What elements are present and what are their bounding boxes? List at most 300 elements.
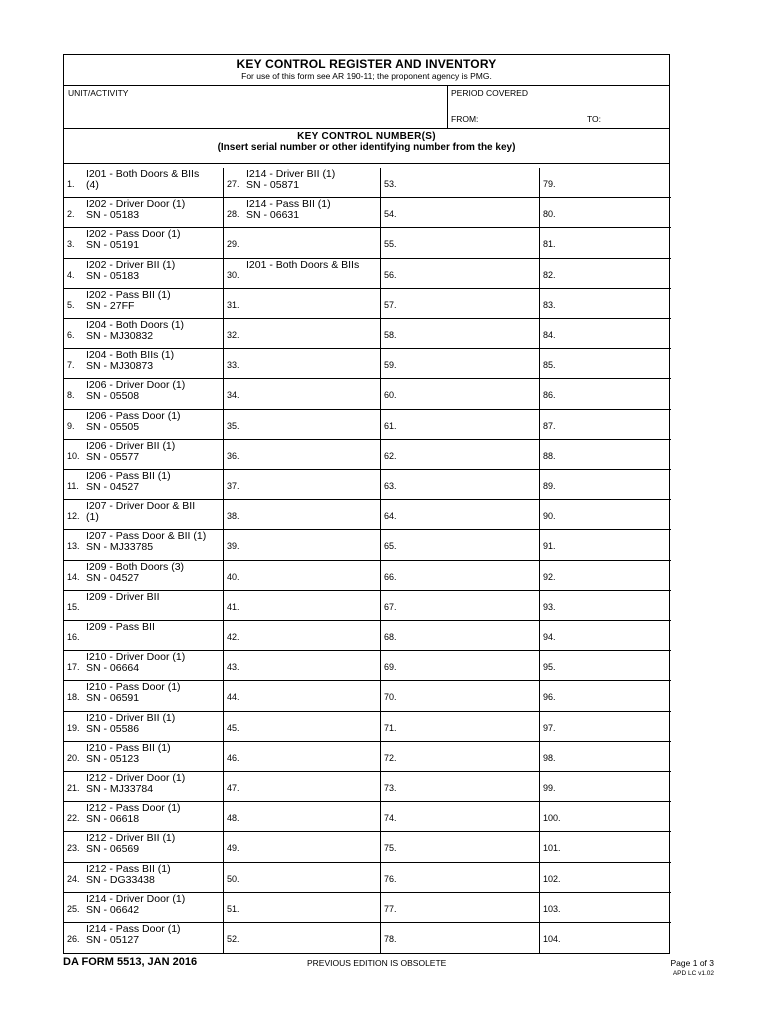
entry-number: 57. (384, 299, 397, 310)
entry-number: 73. (384, 783, 397, 793)
key-entry-cell[interactable] (381, 259, 540, 289)
entry-number: 30. (227, 269, 240, 280)
key-entry-cell[interactable] (381, 470, 540, 500)
to-label: TO: (587, 114, 602, 124)
entry-number: 90. (543, 511, 556, 522)
key-entry-cell[interactable] (540, 319, 671, 349)
entry-number: 74. (384, 813, 397, 824)
entry-number: 23. (67, 843, 80, 854)
entry-number: 66. (384, 571, 397, 582)
key-entry-cell[interactable] (381, 228, 540, 258)
key-entry-cell[interactable] (381, 500, 540, 530)
entry-line1: I202 - Pass BII (1) (86, 288, 171, 301)
key-entry-cell[interactable] (381, 923, 540, 953)
key-entry-cell[interactable] (540, 440, 671, 470)
key-entry-cell[interactable] (224, 379, 381, 409)
entry-text (86, 773, 185, 795)
key-entry-cell[interactable] (64, 681, 224, 711)
entry-text (86, 924, 181, 946)
previous-edition-note: PREVIOUS EDITION IS OBSOLETE (307, 958, 447, 968)
entry-text (86, 441, 175, 463)
key-entry-cell[interactable] (381, 198, 540, 228)
entry-line2: SN - 06569 (86, 843, 140, 856)
entry-line2: SN - MJ33785 (86, 541, 154, 554)
entry-number: 49. (227, 843, 240, 854)
entry-line1: I209 - Both Doors (3) (86, 560, 185, 573)
entry-line2: (1) (86, 511, 99, 524)
key-entry-cell[interactable] (64, 470, 224, 500)
key-entry-cell[interactable] (381, 832, 540, 862)
form-number: DA FORM 5513, JAN 2016 (63, 956, 198, 968)
key-entry-cell[interactable] (224, 168, 381, 198)
entry-number: 7. (67, 360, 75, 371)
entry-line1: I207 - Driver Door & BII (86, 500, 196, 513)
entry-number: 9. (67, 420, 75, 431)
key-entry-cell[interactable] (381, 893, 540, 923)
key-entry-cell[interactable] (540, 621, 671, 651)
entry-number: 96. (543, 692, 556, 703)
entry-number: 72. (384, 752, 397, 763)
form-title: KEY CONTROL REGISTER AND INVENTORY (236, 57, 497, 71)
key-entry-cell[interactable] (64, 621, 224, 651)
key-entry-cell[interactable] (540, 772, 671, 802)
key-entry-cell[interactable] (381, 681, 540, 711)
entry-number: 1. (67, 179, 75, 189)
entry-line1: I209 - Driver BII (86, 590, 160, 603)
entry-number: 51. (227, 903, 240, 914)
key-entry-cell[interactable] (64, 893, 224, 923)
key-entry-cell[interactable] (540, 681, 671, 711)
entry-line2: SN - 06664 (86, 662, 140, 675)
entry-number: 28. (227, 209, 240, 220)
entry-line1: I206 - Driver Door (1) (86, 379, 186, 392)
entry-line1: I207 - Pass Door & BII (1) (86, 530, 207, 543)
key-entry-cell[interactable] (540, 832, 671, 862)
entry-number: 14. (67, 571, 80, 582)
key-entry-cell[interactable] (540, 712, 671, 742)
entry-number: 10. (67, 450, 80, 461)
key-entry-cell[interactable] (224, 561, 381, 591)
key-entry-cell[interactable] (64, 530, 224, 560)
entry-number: 4. (67, 269, 75, 280)
entry-line2: SN - 04527 (86, 481, 140, 493)
key-entry-cell[interactable] (64, 591, 224, 621)
entry-number: 81. (543, 239, 556, 250)
entry-line2: SN - 05505 (86, 420, 140, 433)
entry-number: 3. (67, 239, 75, 250)
entry-text (86, 229, 181, 251)
from-label: FROM: (451, 114, 479, 124)
key-entry-cell[interactable] (540, 530, 671, 560)
key-entry-cell[interactable] (540, 349, 671, 379)
entry-text (86, 743, 171, 765)
key-entry-cell[interactable] (224, 289, 381, 319)
key-entry-cell[interactable] (64, 500, 224, 530)
entry-number: 42. (227, 632, 240, 642)
key-entry-cell[interactable] (224, 349, 381, 379)
entry-number: 85. (543, 360, 556, 371)
entry-number: 99. (543, 783, 556, 793)
entry-number: 34. (227, 390, 240, 401)
entry-text (86, 411, 181, 433)
key-entry-cell[interactable] (224, 802, 381, 832)
key-entry-cell[interactable] (381, 379, 540, 409)
entry-number: 40. (227, 571, 240, 582)
entry-number: 20. (67, 752, 80, 763)
entry-text (86, 652, 185, 674)
entry-number: 18. (67, 692, 80, 703)
key-entry-cell[interactable] (64, 289, 224, 319)
key-entry-cell[interactable] (64, 832, 224, 862)
key-entry-cell[interactable] (64, 561, 224, 591)
entry-number: 38. (227, 511, 240, 522)
key-control-header (64, 128, 669, 164)
entry-number: 29. (227, 239, 240, 250)
key-entry-cell[interactable] (381, 621, 540, 651)
entry-line2: SN - 06642 (86, 903, 140, 916)
entry-number: 77. (384, 903, 397, 914)
key-entry-cell[interactable] (381, 561, 540, 591)
key-entry-cell[interactable] (224, 410, 381, 440)
entry-number: 93. (543, 601, 556, 612)
key-entry-cell[interactable] (64, 168, 224, 198)
key-entry-cell[interactable] (381, 168, 540, 198)
entry-number: 67. (384, 601, 397, 612)
entry-text (86, 471, 171, 493)
entry-line1: I210 - Pass BII (1) (86, 741, 171, 754)
entry-number: 83. (543, 299, 556, 310)
key-entry-cell[interactable] (540, 470, 671, 500)
entry-number: 35. (227, 420, 240, 431)
entry-line1: I206 - Pass BII (1) (86, 470, 171, 482)
entry-line2: (4) (86, 179, 99, 191)
key-entry-cell[interactable] (64, 863, 224, 893)
key-entry-cell[interactable] (64, 198, 224, 228)
entry-number: 8. (67, 390, 75, 401)
entry-line1: I202 - Driver Door (1) (86, 198, 186, 211)
entry-number: 98. (543, 752, 556, 763)
entry-line1: I202 - Pass Door (1) (86, 228, 181, 241)
key-entry-cell[interactable] (381, 319, 540, 349)
entry-number: 31. (227, 299, 240, 310)
entry-number: 103. (543, 903, 561, 914)
entry-number: 36. (227, 450, 240, 461)
key-entry-cell[interactable] (540, 802, 671, 832)
entry-number: 60. (384, 390, 397, 401)
key-entry-cell[interactable] (540, 379, 671, 409)
period-covered-label: PERIOD COVERED (451, 88, 528, 98)
entry-line2: SN - 05577 (86, 450, 140, 463)
key-entry-cell[interactable] (381, 802, 540, 832)
entry-number: 13. (67, 541, 80, 552)
entry-line1: I204 - Both Doors (1) (86, 319, 185, 331)
key-entry-cell[interactable] (64, 349, 224, 379)
entry-line1: I201 - Both Doors & BIIs (246, 258, 360, 271)
key-entry-cell[interactable] (540, 561, 671, 591)
entry-number: 92. (543, 571, 556, 582)
key-entries-grid (64, 168, 669, 954)
entry-text (86, 501, 195, 523)
entry-number: 87. (543, 420, 556, 431)
entry-number: 12. (67, 511, 80, 522)
entry-text (86, 833, 175, 855)
entry-line1: I212 - Driver Door (1) (86, 772, 186, 784)
entry-text (86, 864, 171, 886)
key-entry-cell[interactable] (64, 379, 224, 409)
entry-line2: SN - 04527 (86, 571, 140, 584)
key-entry-cell[interactable] (540, 893, 671, 923)
entry-number: 41. (227, 601, 240, 612)
entry-line2: SN - 05871 (246, 179, 300, 191)
entry-line2: SN - MJ30873 (86, 360, 154, 373)
entry-number: 78. (384, 934, 397, 944)
entry-number: 61. (384, 420, 397, 431)
entry-text (86, 320, 184, 342)
entry-text (86, 169, 199, 191)
key-entry-cell[interactable] (224, 259, 381, 289)
entry-text (246, 199, 331, 221)
title-block (64, 55, 669, 86)
period-covered-field[interactable] (447, 85, 672, 128)
entry-text (86, 531, 206, 553)
entry-number: 89. (543, 481, 556, 491)
entry-text (86, 803, 181, 825)
entry-number: 76. (384, 873, 397, 884)
entry-line2: SN - 05127 (86, 934, 140, 946)
key-entry-cell[interactable] (64, 772, 224, 802)
entry-number: 6. (67, 330, 75, 340)
key-entry-cell[interactable] (224, 319, 381, 349)
entry-line1: I210 - Driver Door (1) (86, 651, 186, 664)
entry-line2: SN - MJ30832 (86, 330, 154, 342)
entry-number: 53. (384, 179, 397, 189)
key-entry-cell[interactable] (64, 228, 224, 258)
entry-number: 102. (543, 873, 561, 884)
key-entry-cell[interactable] (64, 440, 224, 470)
key-entry-cell[interactable] (540, 410, 671, 440)
entry-text (86, 713, 175, 735)
unit-activity-label: UNIT/ACTIVITY (68, 88, 129, 98)
entry-number: 95. (543, 662, 556, 673)
entry-number: 100. (543, 813, 561, 824)
entry-text (86, 260, 175, 282)
key-entry-cell[interactable] (64, 742, 224, 772)
apd-version: APD LC v1.02 (672, 970, 714, 977)
entry-number: 5. (67, 299, 75, 310)
key-entry-cell[interactable] (540, 591, 671, 621)
key-control-form (63, 54, 670, 954)
entry-number: 71. (384, 722, 397, 733)
entry-number: 91. (543, 541, 556, 552)
entry-line2: SN - 05191 (86, 239, 140, 252)
entry-number: 54. (384, 209, 397, 220)
key-entry-cell[interactable] (381, 712, 540, 742)
entry-line2: SN - 05123 (86, 752, 140, 765)
entry-number: 65. (384, 541, 397, 552)
entry-number: 58. (384, 330, 397, 340)
entry-number: 56. (384, 269, 397, 280)
entry-line2: SN - 06591 (86, 692, 140, 705)
entry-line1: I212 - Driver BII (1) (86, 832, 176, 845)
entry-line1: I206 - Driver BII (1) (86, 439, 176, 452)
entry-line2: SN - 05183 (86, 269, 140, 282)
entry-number: 68. (384, 632, 397, 642)
key-entry-cell[interactable] (381, 349, 540, 379)
key-entry-cell[interactable] (64, 651, 224, 681)
entry-number: 80. (543, 209, 556, 220)
key-entry-cell[interactable] (381, 863, 540, 893)
key-entry-cell[interactable] (540, 168, 671, 198)
entry-number: 24. (67, 873, 80, 884)
key-entry-cell[interactable] (540, 863, 671, 893)
key-entry-cell[interactable] (224, 621, 381, 651)
entry-number: 27. (227, 179, 240, 189)
entry-number: 63. (384, 481, 397, 491)
key-entry-cell[interactable] (540, 198, 671, 228)
entry-text (86, 199, 185, 221)
key-entry-cell[interactable] (381, 591, 540, 621)
entry-number: 46. (227, 752, 240, 763)
form-subtitle: For use of this form see AR 190-11; the proponent agency is PMG. (241, 71, 492, 81)
key-entry-cell[interactable] (224, 530, 381, 560)
entry-number: 50. (227, 873, 240, 884)
entry-number: 21. (67, 783, 80, 793)
entry-number: 32. (227, 330, 240, 340)
entry-number: 15. (67, 601, 80, 612)
entry-number: 104. (543, 934, 561, 944)
key-control-subtitle: (Insert serial number or other identifying number from the key) (217, 142, 516, 153)
key-entry-cell[interactable] (64, 319, 224, 349)
key-entry-cell[interactable] (224, 772, 381, 802)
entry-text (86, 592, 160, 603)
entry-number: 52. (227, 934, 240, 944)
key-entry-cell[interactable] (540, 923, 671, 953)
entry-number: 59. (384, 360, 397, 371)
entry-line2: SN - 06631 (246, 209, 300, 222)
entry-number: 70. (384, 692, 397, 703)
entry-number: 69. (384, 662, 397, 673)
entry-line2: SN - 05586 (86, 722, 140, 735)
entry-number: 22. (67, 813, 80, 824)
entry-line1: I210 - Driver BII (1) (86, 711, 176, 724)
entry-number: 39. (227, 541, 240, 552)
entry-line1: I202 - Driver BII (1) (86, 258, 176, 271)
key-entry-cell[interactable] (381, 440, 540, 470)
entry-number: 79. (543, 179, 556, 189)
key-entry-cell[interactable] (381, 742, 540, 772)
entry-text (86, 682, 181, 704)
entry-line1: I206 - Pass Door (1) (86, 409, 181, 422)
entry-number: 26. (67, 934, 80, 944)
entry-number: 48. (227, 813, 240, 824)
key-entry-cell[interactable] (224, 893, 381, 923)
entry-line1: I210 - Pass Door (1) (86, 681, 181, 694)
key-entry-cell[interactable] (64, 712, 224, 742)
entry-line1: I214 - Driver Door (1) (86, 892, 186, 905)
entry-number: 2. (67, 209, 75, 220)
entry-number: 101. (543, 843, 561, 854)
entry-text (246, 169, 335, 191)
key-entry-cell[interactable] (540, 500, 671, 530)
entry-number: 17. (67, 662, 80, 673)
entry-number: 37. (227, 481, 240, 491)
key-entry-cell[interactable] (540, 228, 671, 258)
entry-text (86, 290, 171, 312)
entry-number: 75. (384, 843, 397, 854)
key-entry-cell[interactable] (224, 742, 381, 772)
entry-text (86, 622, 155, 633)
entry-number: 86. (543, 390, 556, 401)
key-entry-cell[interactable] (64, 923, 224, 953)
entry-line2: SN - DG33438 (86, 873, 155, 886)
key-entry-cell[interactable] (381, 530, 540, 560)
entry-number: 82. (543, 269, 556, 280)
key-entry-cell[interactable] (540, 259, 671, 289)
entry-number: 45. (227, 722, 240, 733)
entry-text (86, 894, 185, 916)
entry-line1: I212 - Pass Door (1) (86, 802, 181, 815)
key-entry-cell[interactable] (64, 802, 224, 832)
key-entry-cell[interactable] (224, 591, 381, 621)
entry-number: 43. (227, 662, 240, 673)
key-entry-cell[interactable] (224, 923, 381, 953)
entry-number: 25. (67, 903, 80, 914)
key-entry-cell[interactable] (381, 410, 540, 440)
key-entry-cell[interactable] (540, 651, 671, 681)
entry-line2: SN - MJ33784 (86, 783, 154, 795)
entry-text (246, 260, 359, 271)
key-entry-cell[interactable] (224, 198, 381, 228)
entry-line1: I212 - Pass BII (1) (86, 862, 171, 875)
key-entry-cell[interactable] (540, 289, 671, 319)
entry-number: 64. (384, 511, 397, 522)
key-entry-cell[interactable] (381, 772, 540, 802)
entry-number: 33. (227, 360, 240, 371)
key-entry-cell[interactable] (224, 228, 381, 258)
entry-number: 44. (227, 692, 240, 703)
key-entry-cell[interactable] (224, 832, 381, 862)
entry-text (86, 562, 184, 584)
key-control-title: KEY CONTROL NUMBER(S) (297, 131, 436, 142)
unit-period-row (64, 85, 669, 129)
key-entry-cell[interactable] (224, 681, 381, 711)
entry-text (86, 350, 174, 372)
key-entry-cell[interactable] (540, 742, 671, 772)
entry-number: 16. (67, 632, 80, 642)
key-entry-cell[interactable] (224, 712, 381, 742)
entry-line1: I214 - Pass BII (1) (246, 198, 331, 211)
key-entry-cell[interactable] (224, 500, 381, 530)
key-entry-cell[interactable] (224, 651, 381, 681)
entry-line1: I214 - Pass Door (1) (86, 923, 181, 935)
key-entry-cell[interactable] (224, 440, 381, 470)
key-entry-cell[interactable] (224, 470, 381, 500)
key-entry-cell[interactable] (224, 863, 381, 893)
entry-line2: SN - 05508 (86, 390, 140, 403)
entry-line2: SN - 27FF (86, 299, 135, 312)
entry-number: 84. (543, 330, 556, 340)
entry-number: 97. (543, 722, 556, 733)
key-entry-cell[interactable] (64, 410, 224, 440)
entry-number: 11. (67, 481, 79, 491)
entry-line1: I201 - Both Doors & BIIs (86, 168, 200, 180)
key-entry-cell[interactable] (381, 289, 540, 319)
entry-line1: I214 - Driver BII (1) (246, 168, 336, 180)
entry-number: 47. (227, 783, 240, 793)
key-entry-cell[interactable] (381, 651, 540, 681)
key-entry-cell[interactable] (64, 259, 224, 289)
entry-number: 55. (384, 239, 397, 250)
